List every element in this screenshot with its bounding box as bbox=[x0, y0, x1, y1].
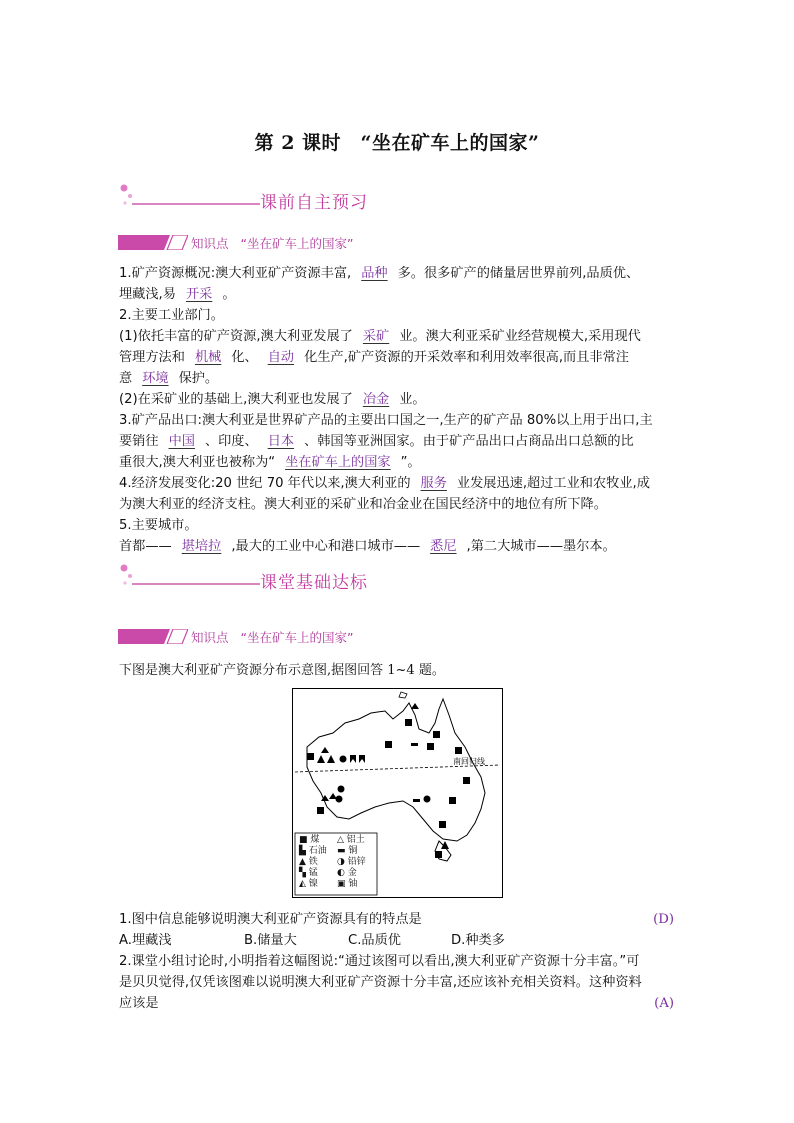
coal-icon bbox=[385, 741, 392, 748]
lead-zinc-icon bbox=[424, 796, 431, 803]
answer-blank: 悉尼 bbox=[430, 539, 457, 554]
coal-icon bbox=[463, 777, 470, 784]
preview-content bbox=[119, 263, 674, 557]
question-text: 应该是 bbox=[119, 996, 159, 1011]
tag-icon bbox=[118, 235, 188, 250]
legend-label: 铝土 bbox=[346, 835, 365, 845]
section-header-class bbox=[118, 564, 418, 596]
knowledge-point-topic: “坐在矿车上的国家” bbox=[240, 630, 354, 645]
copper-icon bbox=[413, 799, 420, 802]
question-text: 是贝贝觉得,仅凭该图难以说明澳大利亚矿产资源十分丰富,还应该补充相关资料。这种资料 bbox=[119, 975, 642, 990]
manganese-icon bbox=[350, 755, 356, 763]
legend-label: 铀 bbox=[348, 879, 358, 889]
section-title: 课堂基础达标 bbox=[260, 573, 368, 593]
text: ,第二大城市——墨尔本。 bbox=[466, 539, 616, 554]
bauxite-icon bbox=[411, 703, 419, 709]
copper-icon bbox=[411, 743, 418, 746]
answer-blank: 品种 bbox=[361, 266, 388, 281]
answer-blank: 坐在矿车上的国家 bbox=[285, 455, 391, 470]
page-title: 第 2 课时 “坐在矿车上的国家” bbox=[254, 132, 540, 154]
section-header-preview bbox=[118, 184, 418, 216]
knowledge-point-topic: “坐在矿车上的国家” bbox=[240, 236, 354, 251]
coal-icon bbox=[307, 753, 314, 760]
text: 为澳大利亚的经济支柱。澳大利亚的采矿业和冶金业在国民经济中的地位有所下降。 bbox=[119, 497, 607, 512]
decorative-dots-icon bbox=[118, 184, 268, 214]
text: 业。 bbox=[399, 392, 426, 407]
iron-icon bbox=[441, 841, 449, 849]
coal-icon bbox=[455, 747, 462, 754]
text: 。 bbox=[222, 287, 236, 302]
legend-label: 煤 bbox=[310, 835, 320, 845]
legend-label: 锰 bbox=[308, 868, 318, 878]
decorative-dots-icon bbox=[118, 564, 268, 594]
knowledge-point-prefix: 知识点 bbox=[191, 236, 229, 251]
legend-label: 镍 bbox=[308, 879, 318, 889]
text: 、印度、 bbox=[204, 434, 258, 449]
option-d: D.种类多 bbox=[451, 933, 505, 948]
text: 要销往 bbox=[119, 434, 159, 449]
iron-legend: ▲ 铁 bbox=[299, 857, 318, 867]
text: 、韩国等亚洲国家。由于矿产品出口占商品出口总额的比 bbox=[304, 434, 634, 449]
answer-blank: 堪培拉 bbox=[181, 539, 222, 554]
text: 埋藏浅,易 bbox=[119, 287, 176, 302]
manganese-legend: ▚ 锰 bbox=[299, 868, 318, 878]
coal-icon bbox=[317, 807, 324, 814]
lead-zinc-legend: ◑ 铅锌 bbox=[337, 857, 366, 867]
australia-mineral-map bbox=[292, 688, 503, 898]
text: 4.经济发展变化:20 世纪 70 年代以来,澳大利亚的 bbox=[119, 476, 411, 491]
map-legend bbox=[299, 835, 377, 890]
answer-blank: 服务 bbox=[420, 476, 447, 491]
text: 保护。 bbox=[178, 371, 219, 386]
iron-icon bbox=[321, 747, 329, 753]
gold-icon bbox=[338, 786, 345, 793]
options bbox=[119, 930, 674, 951]
iron-icon bbox=[327, 755, 335, 763]
text: 2.主要工业部门。 bbox=[119, 308, 224, 323]
coal-icon bbox=[439, 821, 446, 828]
knowledge-point-header bbox=[118, 233, 518, 253]
text: 管理方法和 bbox=[119, 350, 185, 365]
uranium-legend: ▣ 铀 bbox=[337, 879, 358, 889]
gold-legend: ◐ 金 bbox=[337, 868, 357, 878]
legend-label: 铜 bbox=[348, 846, 358, 856]
copper-legend: ▬ 铜 bbox=[337, 846, 358, 856]
coal-legend: ■ 煤 bbox=[299, 835, 320, 845]
section-title: 课前自主预习 bbox=[260, 193, 368, 213]
question-intro: 下图是澳大利亚矿产资源分布示意图,据图回答 1~4 题。 bbox=[119, 663, 445, 678]
tropic-label: 南回归线 bbox=[453, 757, 485, 766]
text: 多。很多矿产的储量居世界前列,品质优、 bbox=[397, 266, 640, 281]
text: 业发展迅速,超过工业和农牧业,成 bbox=[456, 476, 650, 491]
answer-blank: 日本 bbox=[267, 434, 295, 449]
text: (2)在采矿业的基础上,澳大利亚也发展了 bbox=[119, 392, 353, 407]
legend-label: 石油 bbox=[308, 846, 327, 856]
coal-icon bbox=[427, 743, 434, 750]
coal-icon bbox=[405, 719, 412, 726]
answer-key: (D) bbox=[653, 912, 674, 927]
knowledge-point-prefix: 知识点 bbox=[191, 630, 229, 645]
question-2 bbox=[119, 951, 674, 1014]
option-c: C.品质优 bbox=[348, 933, 401, 948]
oil-legend: ▙ 石油 bbox=[299, 846, 327, 856]
text: 意 bbox=[119, 371, 133, 386]
knowledge-point-header bbox=[118, 627, 518, 647]
answer-blank: 环境 bbox=[142, 371, 169, 386]
answer-blank: 冶金 bbox=[362, 392, 390, 407]
answer-blank: 机械 bbox=[194, 350, 222, 365]
question-text: 1.图中信息能够说明澳大利亚矿产资源具有的特点是 bbox=[119, 912, 422, 927]
text: 业。澳大利亚采矿业经营规模大,采用现代 bbox=[399, 329, 641, 344]
answer-blank: 开采 bbox=[185, 287, 213, 302]
tag-icon bbox=[118, 629, 188, 644]
coal-icon bbox=[433, 731, 440, 738]
text: 1.矿产资源概况:澳大利亚矿产资源丰富, bbox=[119, 266, 352, 281]
answer-blank: 采矿 bbox=[362, 329, 390, 344]
coal-icon bbox=[449, 797, 456, 804]
text: ”。 bbox=[400, 455, 421, 470]
text: 5.主要城市。 bbox=[119, 518, 198, 533]
nickel-legend: ◭ 镍 bbox=[299, 879, 318, 889]
text: 3.矿产品出口:澳大利亚是世界矿产品的主要出口国之一,生产的矿产品 80%以上用于出口,主 bbox=[119, 413, 653, 428]
lead-zinc-icon bbox=[340, 756, 347, 763]
answer-blank: 自动 bbox=[267, 350, 295, 365]
question-text: 2.课堂小组讨论时,小明指着这幅图说:“通过该图可以看出,澳大利亚矿产资源十分丰富。”可 bbox=[119, 954, 640, 969]
legend-label: 金 bbox=[347, 868, 357, 878]
bauxite-legend: △ 铝土 bbox=[337, 835, 365, 845]
text: 化生产,矿产资源的开采效率和利用效率很高,而且非常注 bbox=[304, 350, 629, 365]
legend-label: 铅锌 bbox=[347, 857, 366, 867]
text: 首都—— bbox=[119, 539, 172, 554]
text: 化、 bbox=[231, 350, 258, 365]
text: 重很大,澳大利亚也被称为“ bbox=[119, 455, 276, 470]
answer-key: (A) bbox=[654, 996, 674, 1011]
option-b: B.储量大 bbox=[244, 933, 297, 948]
manganese-icon bbox=[359, 755, 365, 763]
text: ,最大的工业中心和港口城市—— bbox=[231, 539, 421, 554]
question-1 bbox=[119, 909, 674, 951]
lead-zinc-icon bbox=[336, 796, 343, 803]
legend-label: 铁 bbox=[308, 857, 318, 867]
coal-icon bbox=[435, 851, 442, 858]
text: (1)依托丰富的矿产资源,澳大利亚发展了 bbox=[119, 329, 353, 344]
option-a: A.埋藏浅 bbox=[119, 933, 172, 948]
iron-icon bbox=[317, 755, 325, 763]
answer-blank: 中国 bbox=[168, 434, 195, 449]
